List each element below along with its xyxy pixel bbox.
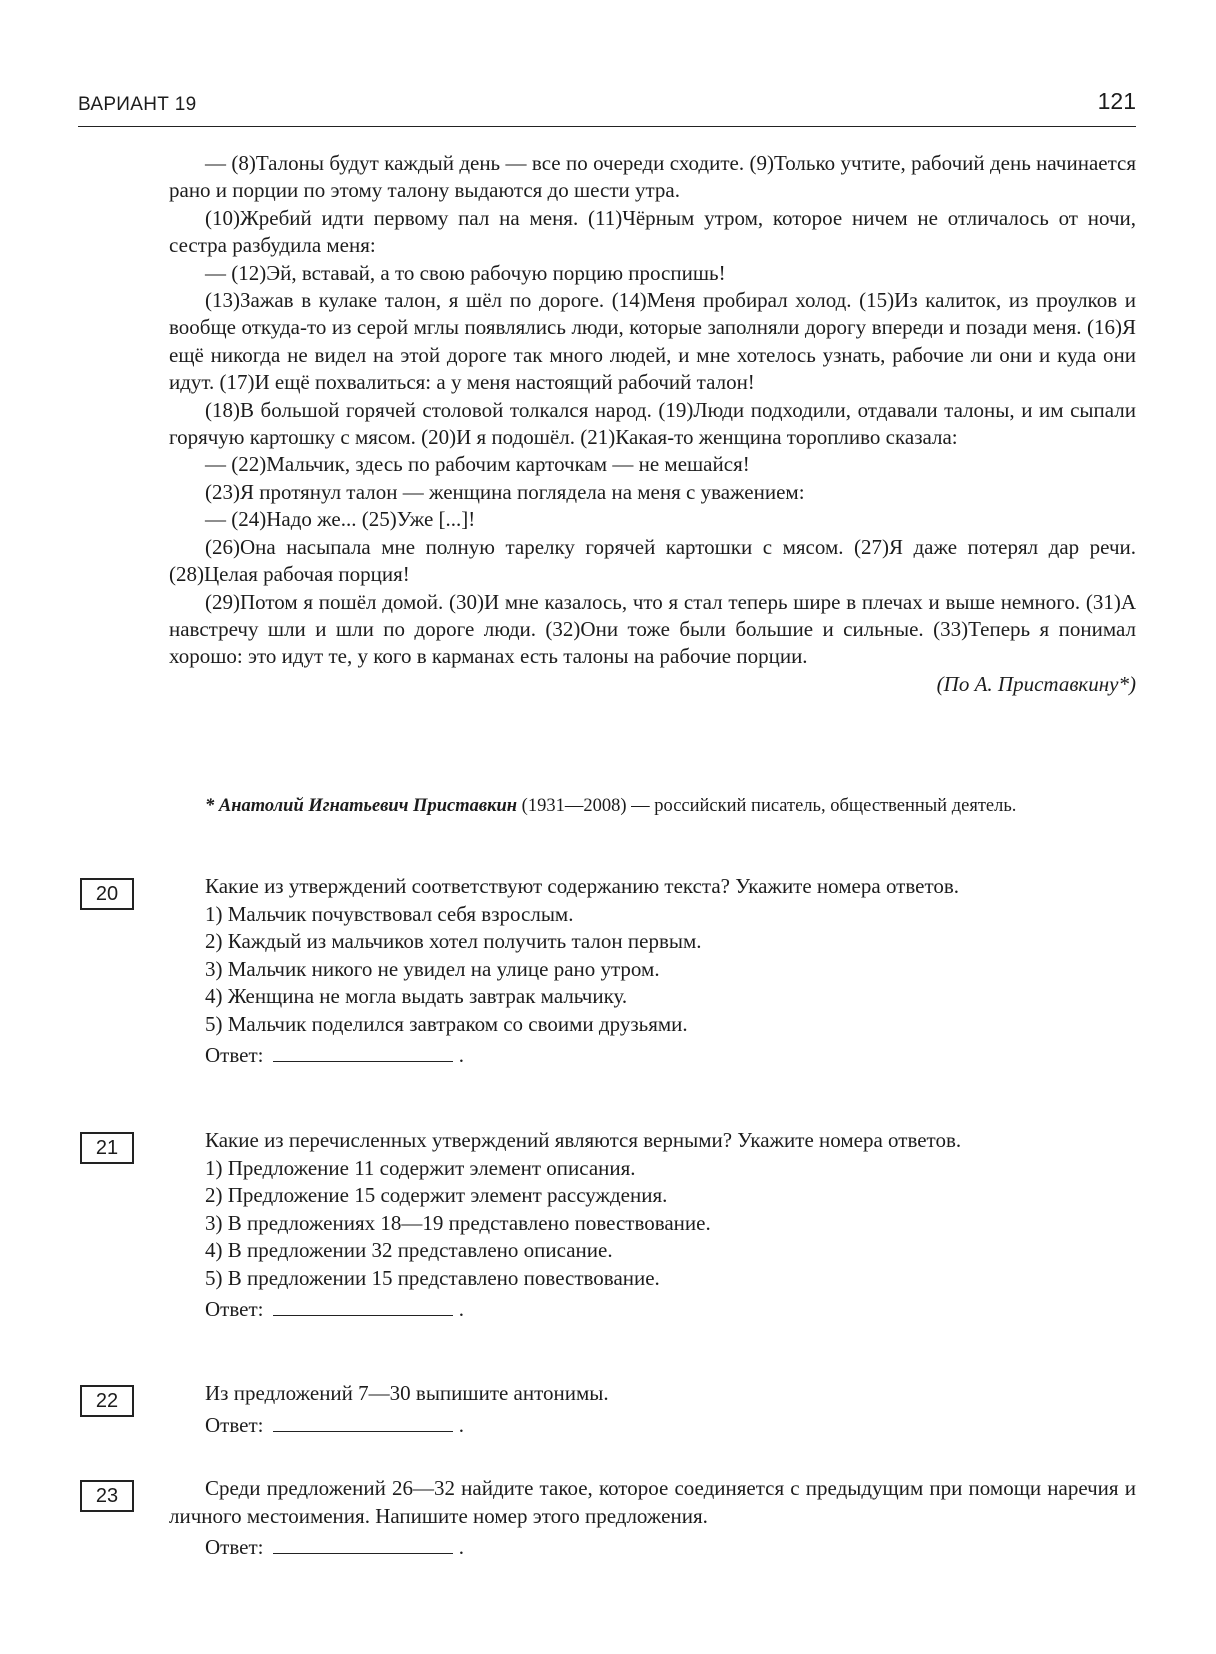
option-item: 1) Предложение 11 содержит элемент описания. <box>205 1155 636 1180</box>
option-item: 3) Мальчик никого не увидел на улице рано утром. <box>205 956 660 981</box>
task-body <box>169 1127 1136 1324</box>
paragraph: (23)Я протянул талон — женщина поглядела на меня с уважением: <box>205 479 805 504</box>
footnote <box>169 794 1136 819</box>
answer-label: Ответ: <box>205 1297 264 1321</box>
options-list <box>169 901 1136 1039</box>
paragraph: — (22)Мальчик, здесь по рабочим карточкам — не мешайся! <box>205 452 750 477</box>
task-body <box>169 873 1136 1070</box>
paragraph: (26)Она насыпала мне полную тарелку горячей картошки с мясом. (27)Я даже потерял дар речи. (28)Целая рабочая порция! <box>169 534 1136 587</box>
answer-field[interactable] <box>273 1045 453 1062</box>
task-question: Какие из перечисленных утверждений являются верными? Укажите номера ответов. <box>205 1128 962 1152</box>
paragraph: (10)Жребий идти первому пал на меня. (11)Чёрным утром, которое ничем не отличалось от ночи, сестра разбудила меня: <box>169 205 1136 258</box>
paragraph: — (12)Эй, вставай, а то свою рабочую порцию проспишь! <box>205 260 726 285</box>
paragraph: (29)Потом я пошёл домой. (30)И мне казалось, что я стал теперь шире в плечах и выше немного. (31)А навстречу шли и шли по дороге люди. (32)Они тоже были большие и сильные. (33)Теперь я понимал хорошо: это идут те, у кого в карманах есть талоны на рабочие порции. <box>169 589 1136 669</box>
task-question: Среди предложений 26—32 найдите такое, которое соединяется с предыдущим при помощи наречия и личного местоимения. Напишите номер этого предложения. <box>169 1476 1136 1528</box>
task-number-box: 20 <box>80 878 134 910</box>
footnote-description: (1931—2008) — российский писатель, общественный деятель. <box>517 796 1017 816</box>
paragraph: — (8)Талоны будут каждый день — все по очереди сходите. (9)Только учтите, рабочий день начинается рано и порции по этому талону выдаются до шести утра. <box>169 151 1136 203</box>
variant-title: ВАРИАНТ 19 <box>78 94 197 115</box>
task-number-box: 21 <box>80 1132 134 1164</box>
paragraph: (18)В большой горячей столовой толкался народ. (19)Люди подходили, отдавали талоны, и им сыпали горячую картошку с мясом. (20)И я подошёл. (21)Какая-то женщина торопливо сказала: <box>169 397 1136 450</box>
option-item: 2) Каждый из мальчиков хотел получить талон первым. <box>205 929 702 953</box>
answer-row: Ответ: . <box>205 1412 464 1437</box>
reading-text <box>169 150 1136 698</box>
answer-label: Ответ: <box>205 1535 264 1559</box>
option-item: 1) Мальчик почувствовал себя взрослым. <box>205 901 574 926</box>
option-item: 3) В предложениях 18—19 представлено повествование. <box>205 1210 711 1235</box>
page-header <box>78 86 1136 127</box>
paragraph: (13)Зажав в кулаке талон, я шёл по дороге. (14)Меня пробирал холод. (15)Из калиток, из проулков и вообще откуда-то из серой мглы появлялись люди, которые заполняли дорогу впереди и позади меня. (16)Я ещё никогда не видел на этой дороге так много людей, и мне хотелось узнать, рабочие ли они и куда они идут. (17)И ещё похвалиться: а у меня настоящий рабочий талон! <box>169 288 1136 395</box>
paragraph: — (24)Надо же... (25)Уже [...]! <box>205 507 476 532</box>
option-item: 4) В предложении 32 представлено описание. <box>205 1238 613 1262</box>
footnote-author-name: * Анатолий Игнатьевич Приставкин <box>205 796 518 816</box>
answer-row: Ответ: . <box>205 1297 464 1321</box>
task-body <box>169 1380 1136 1439</box>
answer-label: Ответ: <box>205 1412 264 1437</box>
answer-field[interactable] <box>273 1537 453 1554</box>
task-body <box>169 1475 1136 1562</box>
answer-field[interactable] <box>273 1299 453 1316</box>
answer-label: Ответ: <box>205 1043 264 1067</box>
option-item: 5) В предложении 15 представлено повествование. <box>205 1265 660 1290</box>
options-list <box>169 1155 1136 1293</box>
option-item: 2) Предложение 15 содержит элемент рассуждения. <box>205 1183 668 1207</box>
task-number-box: 22 <box>80 1385 134 1417</box>
task-question: Какие из утверждений соответствуют содержанию текста? Укажите номера ответов. <box>205 874 960 898</box>
page-number: 121 <box>1097 88 1136 114</box>
answer-row: Ответ: . <box>205 1535 464 1559</box>
answer-row: Ответ: . <box>205 1043 464 1067</box>
text-author: (По А. Приставкину*) <box>936 671 1136 696</box>
option-item: 5) Мальчик поделился завтраком со своими друзьями. <box>205 1011 688 1036</box>
option-item: 4) Женщина не могла выдать завтрак мальчику. <box>205 984 628 1008</box>
task-number-box: 23 <box>80 1480 134 1512</box>
answer-field[interactable] <box>273 1415 453 1432</box>
task-question: Из предложений 7—30 выпишите антонимы. <box>205 1381 609 1405</box>
